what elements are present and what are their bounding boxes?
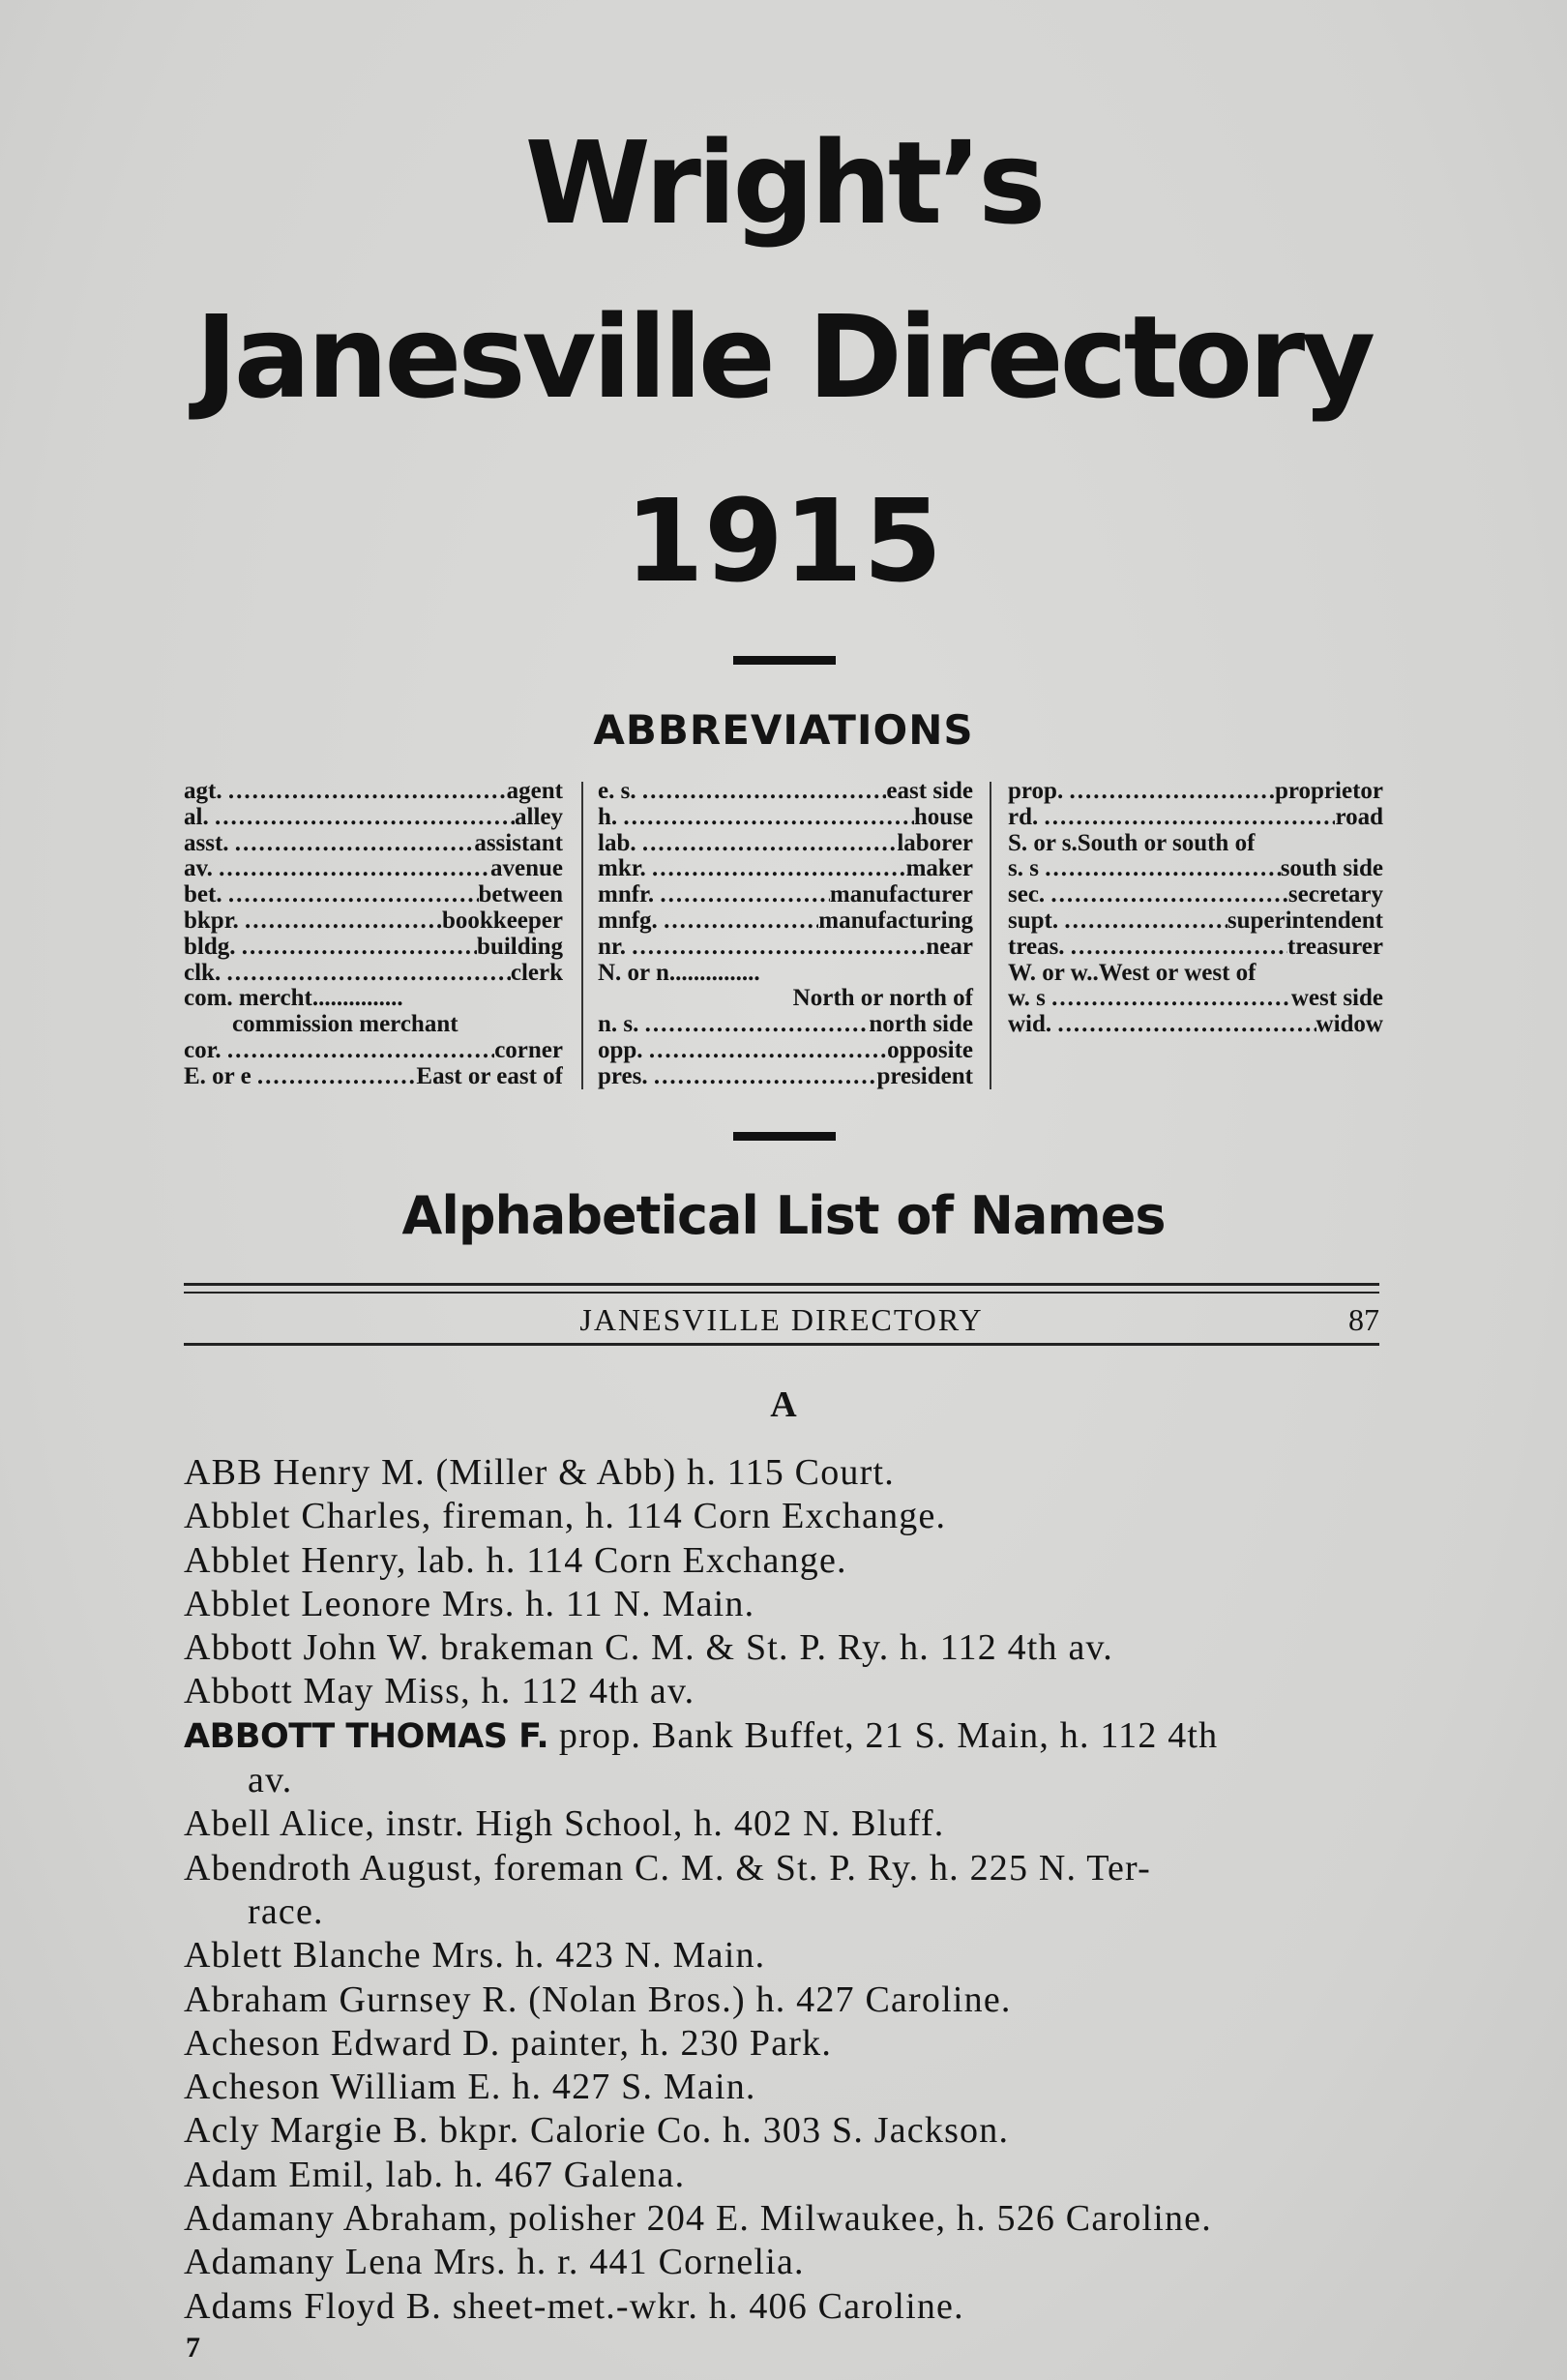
leader-dots <box>654 1064 877 1090</box>
leader-dots <box>1069 779 1275 805</box>
entry-continuation: av. <box>248 1760 293 1801</box>
abbreviation-row <box>1008 986 1383 1012</box>
directory-entry <box>184 2241 1393 2284</box>
abbreviation-row <box>184 831 563 857</box>
entry-text: ABB Henry M. (Miller & Abb) h. 115 Court. <box>184 1452 895 1493</box>
leader-dots <box>1071 935 1287 961</box>
abbreviation-row <box>1008 961 1383 987</box>
abbreviation-row <box>598 1038 973 1064</box>
double-rule-top <box>184 1283 1379 1286</box>
abbreviation-key: clk. <box>184 960 227 986</box>
abbreviation-meaning: assistant <box>474 830 563 856</box>
leader-dots <box>219 856 490 882</box>
directory-entry <box>184 1626 1393 1670</box>
abbreviation-key: asst. <box>184 830 235 856</box>
entry-text: Acly Margie B. bkpr. Calorie Co. h. 303 S. Jackson. <box>184 2110 1010 2152</box>
directory-entry <box>184 2154 1393 2197</box>
entry-text: Abendroth August, foreman C. M. & St. P. Ry. h. 225 N. Ter- <box>184 1847 1151 1889</box>
abbreviation-key: prop. <box>1008 779 1070 804</box>
directory-entry <box>184 1583 1393 1626</box>
abbreviation-meaning: East or east of <box>416 1063 563 1089</box>
column-separator <box>581 782 583 1089</box>
abbreviation-meaning: bookkeeper <box>442 907 563 934</box>
entry-text: prop. Bank Buffet, 21 S. Main, h. 112 4th <box>548 1714 1219 1756</box>
entry-text: Abraham Gurnsey R. (Nolan Bros.) h. 427 Caroline. <box>184 1978 1012 2020</box>
leader-dots <box>1045 805 1336 831</box>
footer-mark: 7 <box>186 2332 200 2364</box>
abbreviation-row <box>1008 805 1383 831</box>
abbreviation-row <box>1008 831 1383 857</box>
leader-dots <box>1064 908 1227 935</box>
column-separator <box>990 782 991 1089</box>
abbreviation-row <box>598 831 973 857</box>
abbreviation-key: h. <box>598 804 624 830</box>
abbreviation-text: commission merchant <box>232 1011 458 1038</box>
abbreviation-row <box>598 908 973 935</box>
abbreviation-key: al. <box>184 804 215 830</box>
abbreviation-meaning: proprietor <box>1274 779 1383 804</box>
leader-dots <box>642 779 887 805</box>
abbreviation-key: lab. <box>598 830 642 856</box>
abbreviation-meaning: near <box>926 934 973 960</box>
directory-entry <box>184 2197 1393 2241</box>
abbreviation-row <box>184 856 563 882</box>
abbreviation-row <box>184 935 563 961</box>
abbreviation-row <box>1008 856 1383 882</box>
abbreviation-key: w. s <box>1008 986 1052 1012</box>
leader-dots <box>642 831 897 857</box>
abbreviation-row <box>598 779 973 805</box>
abbreviation-row <box>598 1012 973 1038</box>
leader-dots <box>652 856 906 882</box>
leader-dots <box>649 1038 887 1064</box>
abbreviation-key: bet. <box>184 882 228 908</box>
abbreviation-meaning: opposite <box>887 1037 973 1063</box>
abbreviation-meaning: president <box>876 1063 973 1089</box>
section-letter: A <box>770 1384 797 1425</box>
directory-entry <box>184 1539 1393 1583</box>
abbreviation-key: treas. <box>1008 934 1071 960</box>
directory-entry <box>184 1451 1393 1495</box>
abbreviation-key: av. <box>184 856 220 882</box>
abbreviation-meaning: alley <box>515 804 563 830</box>
abbreviation-meaning: corner <box>494 1037 563 1063</box>
directory-entry <box>184 1714 1393 1803</box>
abbreviation-meaning: avenue <box>490 856 563 882</box>
abbreviation-text: com. mercht <box>184 985 312 1012</box>
list-heading: Alphabetical List of Names <box>401 1185 1166 1246</box>
entry-text: Adamany Lena Mrs. h. r. 441 Cornelia. <box>184 2242 805 2283</box>
abbreviation-meaning: agent <box>506 779 563 804</box>
abbreviation-row <box>184 986 563 1012</box>
abbreviation-key: supt. <box>1008 907 1065 934</box>
leader-dots <box>1045 856 1280 882</box>
abbreviation-text: W. or w..West or west of <box>1008 959 1257 986</box>
leader-dots <box>215 805 515 831</box>
abbreviation-key: mnfr. <box>598 882 661 908</box>
abbreviation-row <box>1008 1012 1383 1038</box>
abbreviation-meaning: treasurer <box>1286 934 1383 960</box>
abbreviation-row <box>184 882 563 908</box>
title-line-2: Janesville Directory <box>194 290 1373 424</box>
abbreviation-row <box>598 882 973 908</box>
abbreviation-key: opp. <box>598 1037 649 1063</box>
abbreviation-meaning: road <box>1335 804 1383 830</box>
abbreviation-row <box>598 856 973 882</box>
abbreviation-meaning: manufacturer <box>829 882 973 908</box>
entry-text: Adamany Abraham, polisher 204 E. Milwaukee, h. 526 Caroline. <box>184 2198 1212 2240</box>
abbreviation-row <box>184 779 563 805</box>
leader-dots <box>228 882 479 908</box>
abbreviation-text: North or north of <box>792 985 973 1012</box>
leader-dots <box>623 805 913 831</box>
abbreviation-key: bkpr. <box>184 907 246 934</box>
abbreviation-meaning: maker <box>905 856 973 882</box>
abbreviation-key: agt. <box>184 779 228 804</box>
divider-rule <box>733 656 836 665</box>
abbreviation-meaning: north side <box>869 1012 973 1038</box>
entry-text: Abblet Henry, lab. h. 114 Corn Exchange. <box>184 1539 847 1581</box>
directory-entry <box>184 1978 1393 2022</box>
entry-continuation: race. <box>248 1890 324 1932</box>
leader-dots <box>235 831 475 857</box>
abbreviation-text: S. or s.South or south of <box>1008 829 1256 856</box>
entry-text: Abblet Charles, fireman, h. 114 Corn Exchange. <box>184 1496 947 1537</box>
leader-dots <box>226 961 510 987</box>
entry-text: Abbott John W. brakeman C. M. & St. P. Ry. h. 112 4th av. <box>184 1627 1113 1669</box>
abbreviation-key: cor. <box>184 1037 227 1063</box>
abbreviation-row <box>598 1064 973 1090</box>
directory-entry <box>184 1802 1393 1846</box>
directory-entry <box>184 1670 1393 1713</box>
entry-text: Abell Alice, instr. High School, h. 402 N. Bluff. <box>184 1803 945 1845</box>
abbreviation-row <box>1008 882 1383 908</box>
abbreviation-meaning: manufacturing <box>818 907 973 934</box>
abbreviation-row <box>184 1038 563 1064</box>
abbreviation-meaning: east side <box>886 779 973 804</box>
abbreviation-meaning: building <box>477 934 563 960</box>
leader-dots <box>257 1064 416 1090</box>
running-title: JANESVILLE DIRECTORY <box>579 1302 984 1337</box>
abbreviation-key: e. s. <box>598 779 642 804</box>
leader-dots: ............... <box>668 959 760 986</box>
abbreviation-meaning: widow <box>1316 1012 1383 1038</box>
running-head <box>184 1302 1379 1337</box>
directory-entry <box>184 1934 1393 1978</box>
abbreviation-row <box>1008 779 1383 805</box>
abbreviation-row <box>1008 908 1383 935</box>
abbreviation-row <box>598 935 973 961</box>
double-rule-bottom <box>184 1292 1379 1294</box>
abbreviation-meaning: house <box>913 804 973 830</box>
page-number: 87 <box>1348 1302 1379 1337</box>
abbreviations-column-2 <box>598 779 973 1090</box>
running-head-rule <box>184 1343 1379 1346</box>
title-year: 1915 <box>624 474 943 608</box>
abbreviation-key: mkr. <box>598 856 653 882</box>
abbreviation-meaning: west side <box>1290 986 1383 1012</box>
abbreviations-column-1 <box>184 779 563 1090</box>
entry-bold-name: ABBOTT THOMAS F. <box>184 1716 549 1756</box>
abbreviation-key: s. s <box>1008 856 1046 882</box>
abbreviation-meaning: clerk <box>510 960 563 986</box>
abbreviation-row <box>184 961 563 987</box>
entry-text: Abbott May Miss, h. 112 4th av. <box>184 1671 695 1712</box>
abbreviation-text: N. or n <box>598 959 669 986</box>
leader-dots <box>227 1038 494 1064</box>
leader-dots <box>242 935 477 961</box>
abbreviation-meaning: secretary <box>1287 882 1383 908</box>
leader-dots <box>664 908 818 935</box>
abbreviation-key: pres. <box>598 1063 654 1089</box>
title-line-1: Wright’s <box>524 116 1043 250</box>
abbreviation-meaning: laborer <box>897 830 973 856</box>
abbreviation-row <box>184 1064 563 1090</box>
abbreviation-key: sec. <box>1008 882 1051 908</box>
leader-dots <box>645 1012 870 1038</box>
abbreviations-column-3 <box>1008 779 1383 1038</box>
directory-entry <box>184 2285 1393 2329</box>
abbreviation-meaning: between <box>478 882 563 908</box>
entry-text: Adams Floyd B. sheet-met.-wkr. h. 406 Caroline. <box>184 2285 964 2327</box>
abbreviation-row <box>598 805 973 831</box>
abbreviation-key: n. s. <box>598 1012 645 1038</box>
entry-text: Acheson William E. h. 427 S. Main. <box>184 2067 756 2108</box>
abbreviation-row <box>184 805 563 831</box>
abbreviation-key: nr. <box>598 934 633 960</box>
entry-text: Adam Emil, lab. h. 467 Galena. <box>184 2154 686 2195</box>
abbreviation-row <box>184 1012 563 1038</box>
directory-entry <box>184 1847 1393 1935</box>
directory-entry <box>184 2109 1393 2153</box>
abbreviation-key: E. or e <box>184 1063 257 1089</box>
abbreviation-key: bldg. <box>184 934 242 960</box>
leader-dots <box>660 882 830 908</box>
divider-rule <box>733 1132 836 1141</box>
leader-dots <box>1051 986 1291 1012</box>
abbreviation-meaning: superintendent <box>1227 907 1383 934</box>
entry-text: Acheson Edward D. painter, h. 230 Park. <box>184 2022 833 2064</box>
abbreviation-meaning: south side <box>1280 856 1383 882</box>
abbreviation-key: rd. <box>1008 804 1045 830</box>
leader-dots <box>228 779 507 805</box>
entry-text: Ablett Blanche Mrs. h. 423 N. Main. <box>184 1935 766 1977</box>
directory-entry <box>184 2022 1393 2066</box>
leader-dots <box>1050 882 1287 908</box>
leader-dots <box>632 935 926 961</box>
abbreviation-row <box>184 908 563 935</box>
leader-dots <box>245 908 442 935</box>
directory-entry <box>184 2066 1393 2109</box>
abbreviation-key: wid. <box>1008 1012 1058 1038</box>
abbreviation-row <box>598 961 973 987</box>
directory-entry <box>184 1495 1393 1538</box>
abbreviation-row <box>1008 935 1383 961</box>
abbreviations-heading: ABBREVIATIONS <box>593 706 974 754</box>
abbreviation-key: mnfg. <box>598 907 665 934</box>
entry-text: Abblet Leonore Mrs. h. 11 N. Main. <box>184 1583 755 1624</box>
leader-dots <box>1057 1012 1316 1038</box>
leader-dots: ............... <box>311 985 403 1012</box>
abbreviation-row <box>598 986 973 1012</box>
name-entries-list <box>184 1451 1393 2329</box>
